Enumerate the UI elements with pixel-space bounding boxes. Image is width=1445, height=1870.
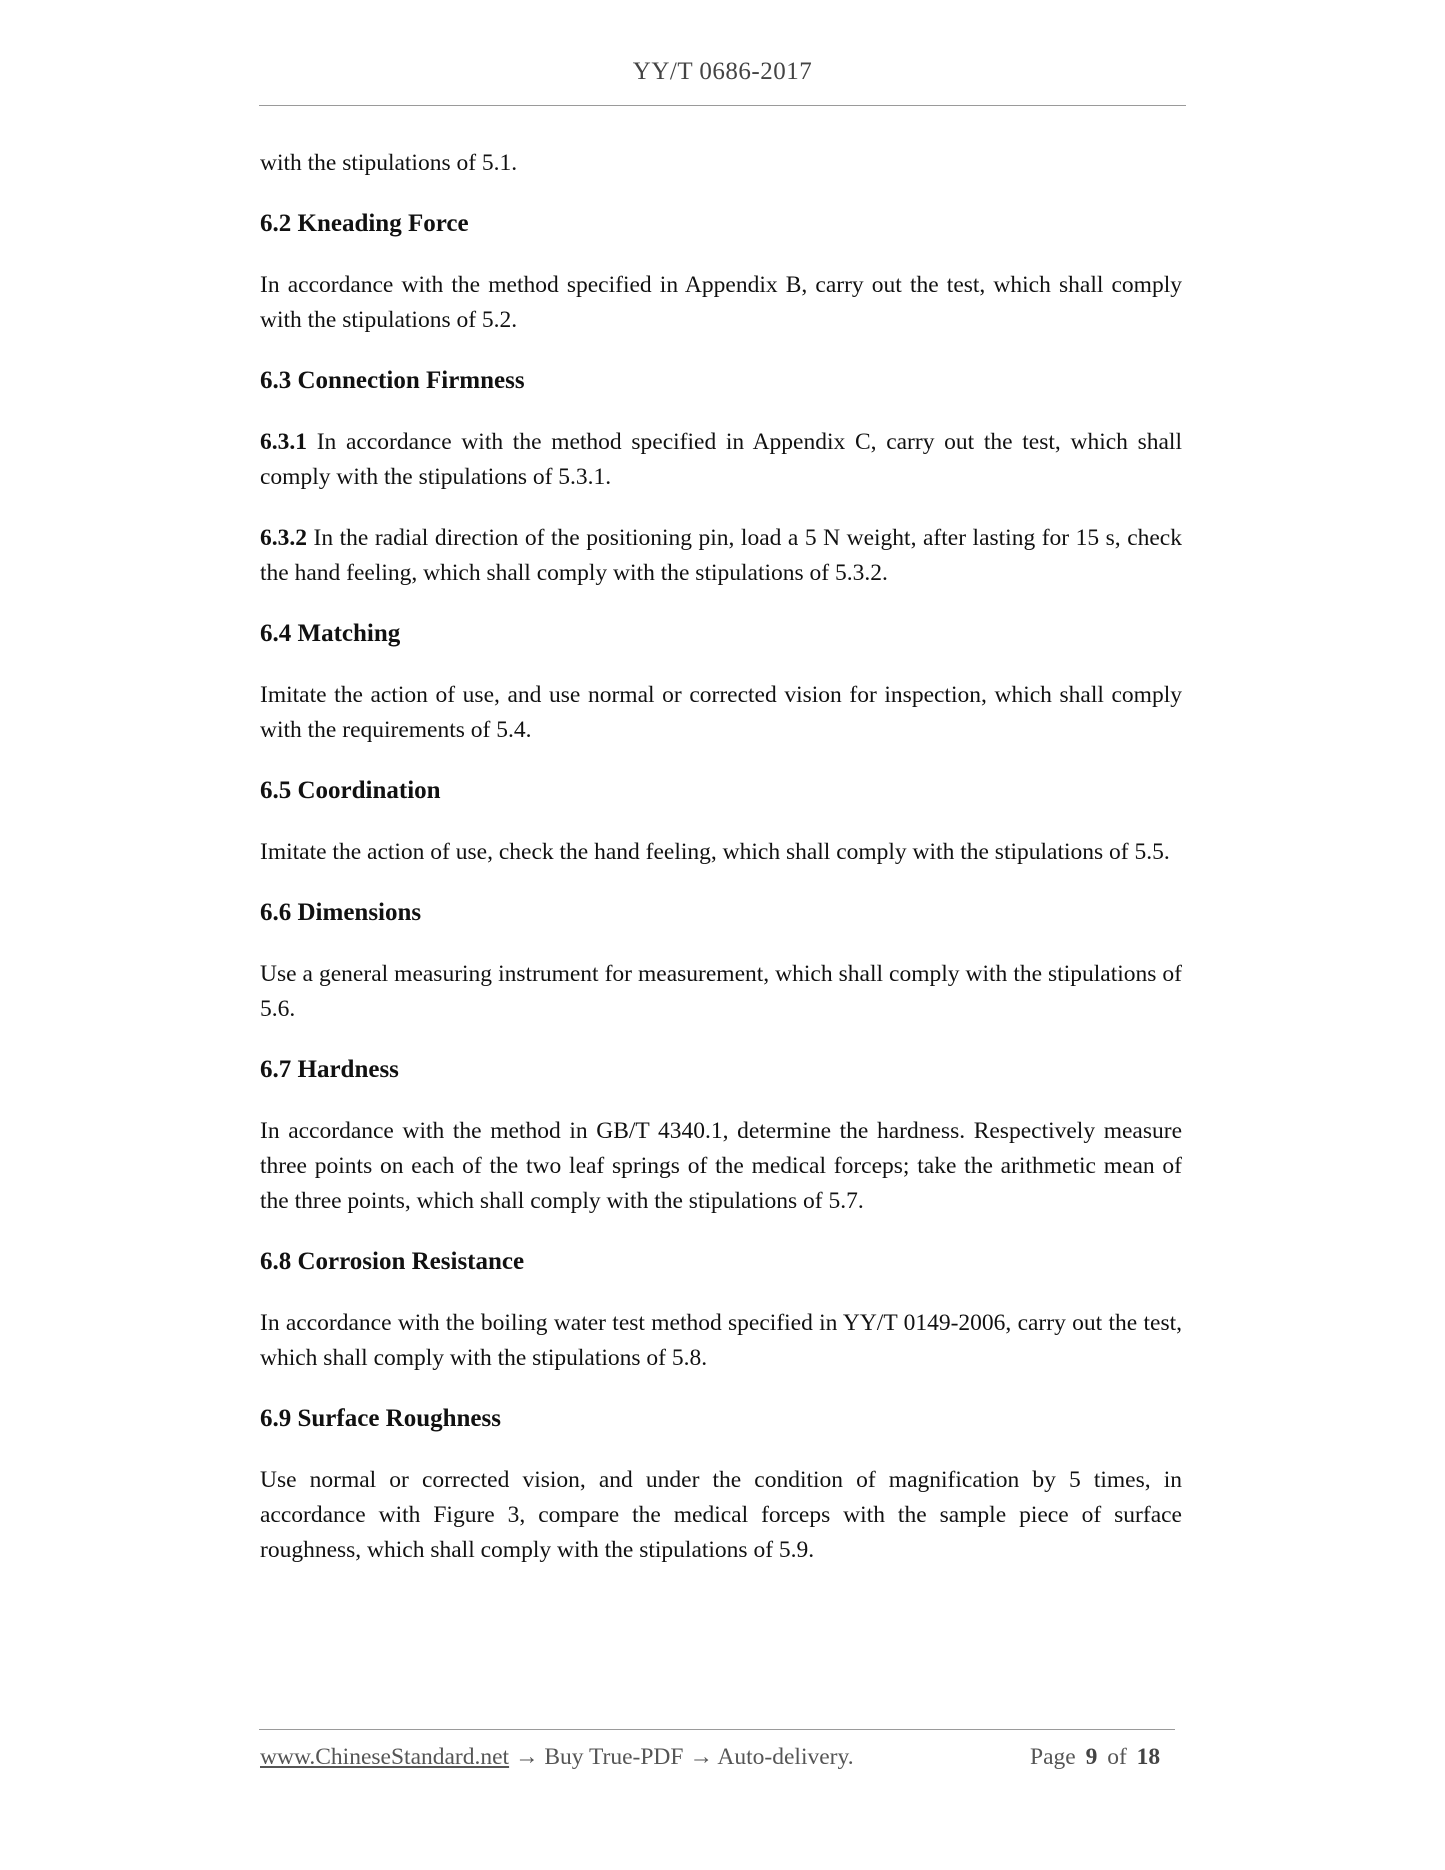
section-text-6-9: Use normal or corrected vision, and under the condition of magnification by 5 times, in accordance with Figure 3, compare the medical forceps with the sample piece of surface roughness, which shall comply with the stipulations of 5.9.: [260, 1467, 1182, 1563]
continuation-text: with the stipulations of 5.1.: [260, 150, 518, 176]
section-text-6-2: In accordance with the method specified in Appendix B, carry out the test, which shall comply with the stipulations of 5.2.: [260, 272, 1182, 333]
clause-number: 6.3.1: [260, 429, 307, 455]
section-heading-6-3: 6.3 Connection Firmness: [260, 367, 525, 394]
arrow-icon: →: [683, 1744, 718, 1770]
section-heading-6-5: 6.5 Coordination: [260, 777, 441, 804]
section-text-6-8: In accordance with the boiling water test method specified in YY/T 0149-2006, carry out the test, which shall comply with the stipulations of 5.8.: [260, 1310, 1182, 1371]
website-link[interactable]: www.ChineseStandard.net: [260, 1744, 510, 1770]
section-heading-6-7: 6.7 Hardness: [260, 1056, 399, 1083]
section-heading-6-2: 6.2 Kneading Force: [260, 210, 469, 237]
page-indicator: [1030, 1744, 1160, 1771]
footer-divider: [259, 1729, 1175, 1730]
section-heading-6-6: 6.6 Dimensions: [260, 899, 422, 926]
section-heading-6-4: 6.4 Matching: [260, 620, 401, 647]
page-number: 9: [1085, 1744, 1098, 1770]
clause-6-3-2: [260, 521, 1182, 591]
clause-6-3-1: [260, 425, 1182, 495]
page-total: 18: [1136, 1744, 1161, 1770]
section-text-6-6: Use a general measuring instrument for measurement, which shall comply with the stipulations of 5.6.: [260, 961, 1182, 1022]
document-header-title: YY/T 0686-2017: [632, 58, 813, 85]
header-divider: [259, 105, 1186, 106]
section-text-6-4: Imitate the action of use, and use normal or corrected vision for inspection, which shall comply with the requirements of 5.4.: [260, 682, 1182, 743]
section-heading-6-9: 6.9 Surface Roughness: [260, 1405, 501, 1432]
section-text-6-7: In accordance with the method in GB/T 4340.1, determine the hardness. Respectively measure three points on each of the two leaf springs of the medical forceps; take the arithmetic mean of the three points, which shall comply with the stipulations of 5.7.: [260, 1118, 1182, 1214]
section-text-6-5: Imitate the action of use, check the hand feeling, which shall comply with the stipulations of 5.5.: [260, 839, 1170, 865]
clause-number: 6.3.2: [260, 525, 307, 551]
arrow-icon: →: [509, 1744, 545, 1770]
page-label: Page: [1030, 1744, 1076, 1770]
auto-delivery-text: Auto-delivery.: [717, 1744, 854, 1770]
clause-text: In the radial direction of the positioning pin, load a 5 N weight, after lasting for 15 s, check the hand feeling, which shall comply with the stipulations of 5.3.2.: [260, 525, 1182, 586]
footer-promo: [260, 1744, 854, 1771]
buy-pdf-text: Buy True-PDF: [544, 1744, 684, 1770]
document-body: [260, 146, 1182, 1594]
of-label: of: [1107, 1744, 1127, 1770]
clause-text: In accordance with the method specified in Appendix C, carry out the test, which shall comply with the stipulations of 5.3.1.: [260, 429, 1182, 490]
section-heading-6-8: 6.8 Corrosion Resistance: [260, 1248, 525, 1275]
